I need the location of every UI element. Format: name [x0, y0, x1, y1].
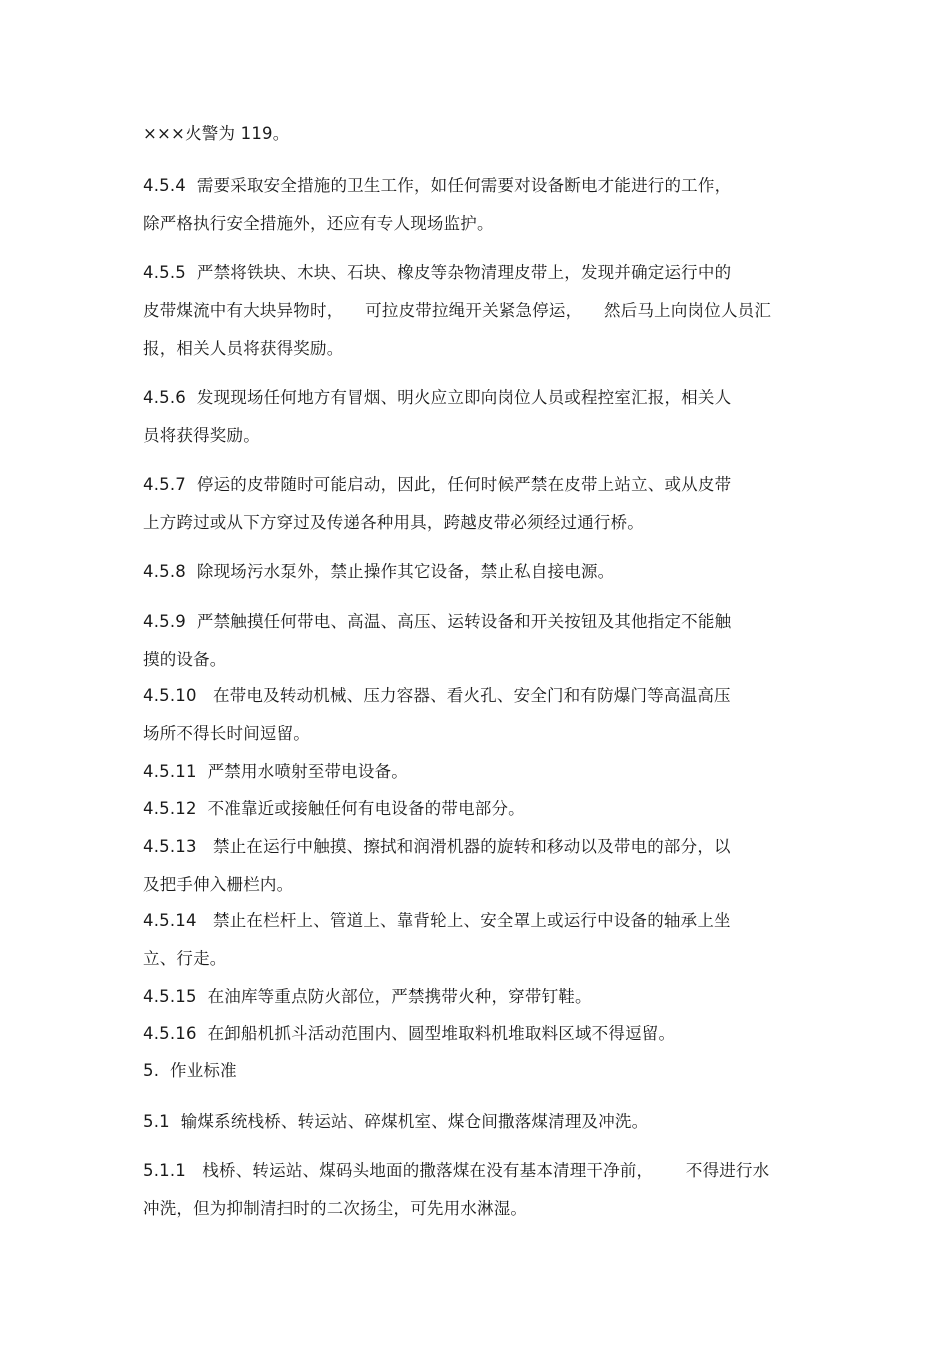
text-line: 上方跨过或从下方穿过及传递各种用具，跨越皮带必须经过通行桥。	[143, 513, 644, 532]
text-line: 除严格执行安全措施外，还应有专人现场监护。	[143, 214, 494, 233]
paragraph-4-5-16	[143, 1015, 675, 1053]
text-line: 摸的设备。	[143, 650, 227, 669]
paragraph-4-5-6	[143, 379, 731, 455]
text-line: 立、行走。	[143, 949, 227, 968]
paragraph-4-5-4	[143, 167, 731, 243]
text-line: 及把手伸入栅栏内。	[143, 875, 294, 894]
text-line: 4.5.11 严禁用水喷射至带电设备。	[143, 762, 408, 781]
text-line: 4.5.6 发现现场任何地方有冒烟、明火应立即向岗位人员或程控室汇报，相关人	[143, 388, 732, 407]
text-line: 4.5.8 除现场污水泵外，禁止操作其它设备，禁止私自接电源。	[143, 562, 615, 581]
text-line: 冲洗，但为抑制清扫时的二次扬尘，可先用水淋湿。	[143, 1199, 528, 1218]
text-line: 5.1.1 栈桥、转运站、煤码头地面的撒落煤在没有基本清理干净前， 不得进行水	[143, 1161, 770, 1180]
paragraph-4-5-5	[143, 254, 771, 368]
text-line: 4.5.9 严禁触摸任何带电、高温、高压、运转设备和开关按钮及其他指定不能触	[143, 612, 732, 631]
text-line: ×××火警为 119。	[143, 124, 290, 143]
text-line: 4.5.12 不准靠近或接触任何有电设备的带电部分。	[143, 799, 525, 818]
paragraph-4-5-15	[143, 978, 592, 1016]
text-line: 4.5.7 停运的皮带随时可能启动，因此，任何时候严禁在皮带上站立、或从皮带	[143, 475, 732, 494]
paragraph-4-5-11	[143, 753, 408, 791]
heading-section-5-1	[143, 1103, 648, 1141]
paragraph-4-5-9	[143, 603, 731, 679]
heading-section-5	[143, 1052, 237, 1090]
paragraph-4-5-13	[143, 828, 731, 904]
text-line: 5. 作业标准	[143, 1061, 237, 1080]
text-line: 4.5.13 禁止在运行中触摸、擦拭和润滑机器的旋转和移动以及带电的部分，以	[143, 837, 731, 856]
paragraph-4-5-10	[143, 677, 731, 753]
text-line: 4.5.16 在卸船机抓斗活动范围内、圆型堆取料机堆取料区域不得逗留。	[143, 1024, 676, 1043]
text-line: 5.1 输煤系统栈桥、转运站、碎煤机室、煤仓间撒落煤清理及冲洗。	[143, 1112, 649, 1131]
text-line: 报，相关人员将获得奖励。	[143, 339, 344, 358]
text-line: 场所不得长时间逗留。	[143, 724, 310, 743]
paragraph-fire-number	[143, 115, 289, 153]
paragraph-4-5-12	[143, 790, 525, 828]
paragraph-4-5-8	[143, 553, 614, 591]
paragraph-4-5-7	[143, 466, 731, 542]
text-line: 4.5.4 需要采取安全措施的卫生工作，如任何需要对设备断电才能进行的工作，	[143, 176, 732, 195]
text-line: 4.5.15 在油库等重点防火部位，严禁携带火种，穿带钉鞋。	[143, 987, 592, 1006]
text-line: 皮带煤流中有大块异物时， 可拉皮带拉绳开关紧急停运， 然后马上向岗位人员汇	[143, 301, 772, 320]
text-line: 4.5.14 禁止在栏杆上、管道上、靠背轮上、安全罩上或运行中设备的轴承上坐	[143, 911, 731, 930]
paragraph-5-1-1	[143, 1152, 769, 1228]
text-line: 员将获得奖励。	[143, 426, 260, 445]
paragraph-4-5-14	[143, 902, 731, 978]
text-line: 4.5.5 严禁将铁块、木块、石块、橡皮等杂物清理皮带上，发现并确定运行中的	[143, 263, 732, 282]
text-line: 4.5.10 在带电及转动机械、压力容器、看火孔、安全门和有防爆门等高温高压	[143, 686, 731, 705]
